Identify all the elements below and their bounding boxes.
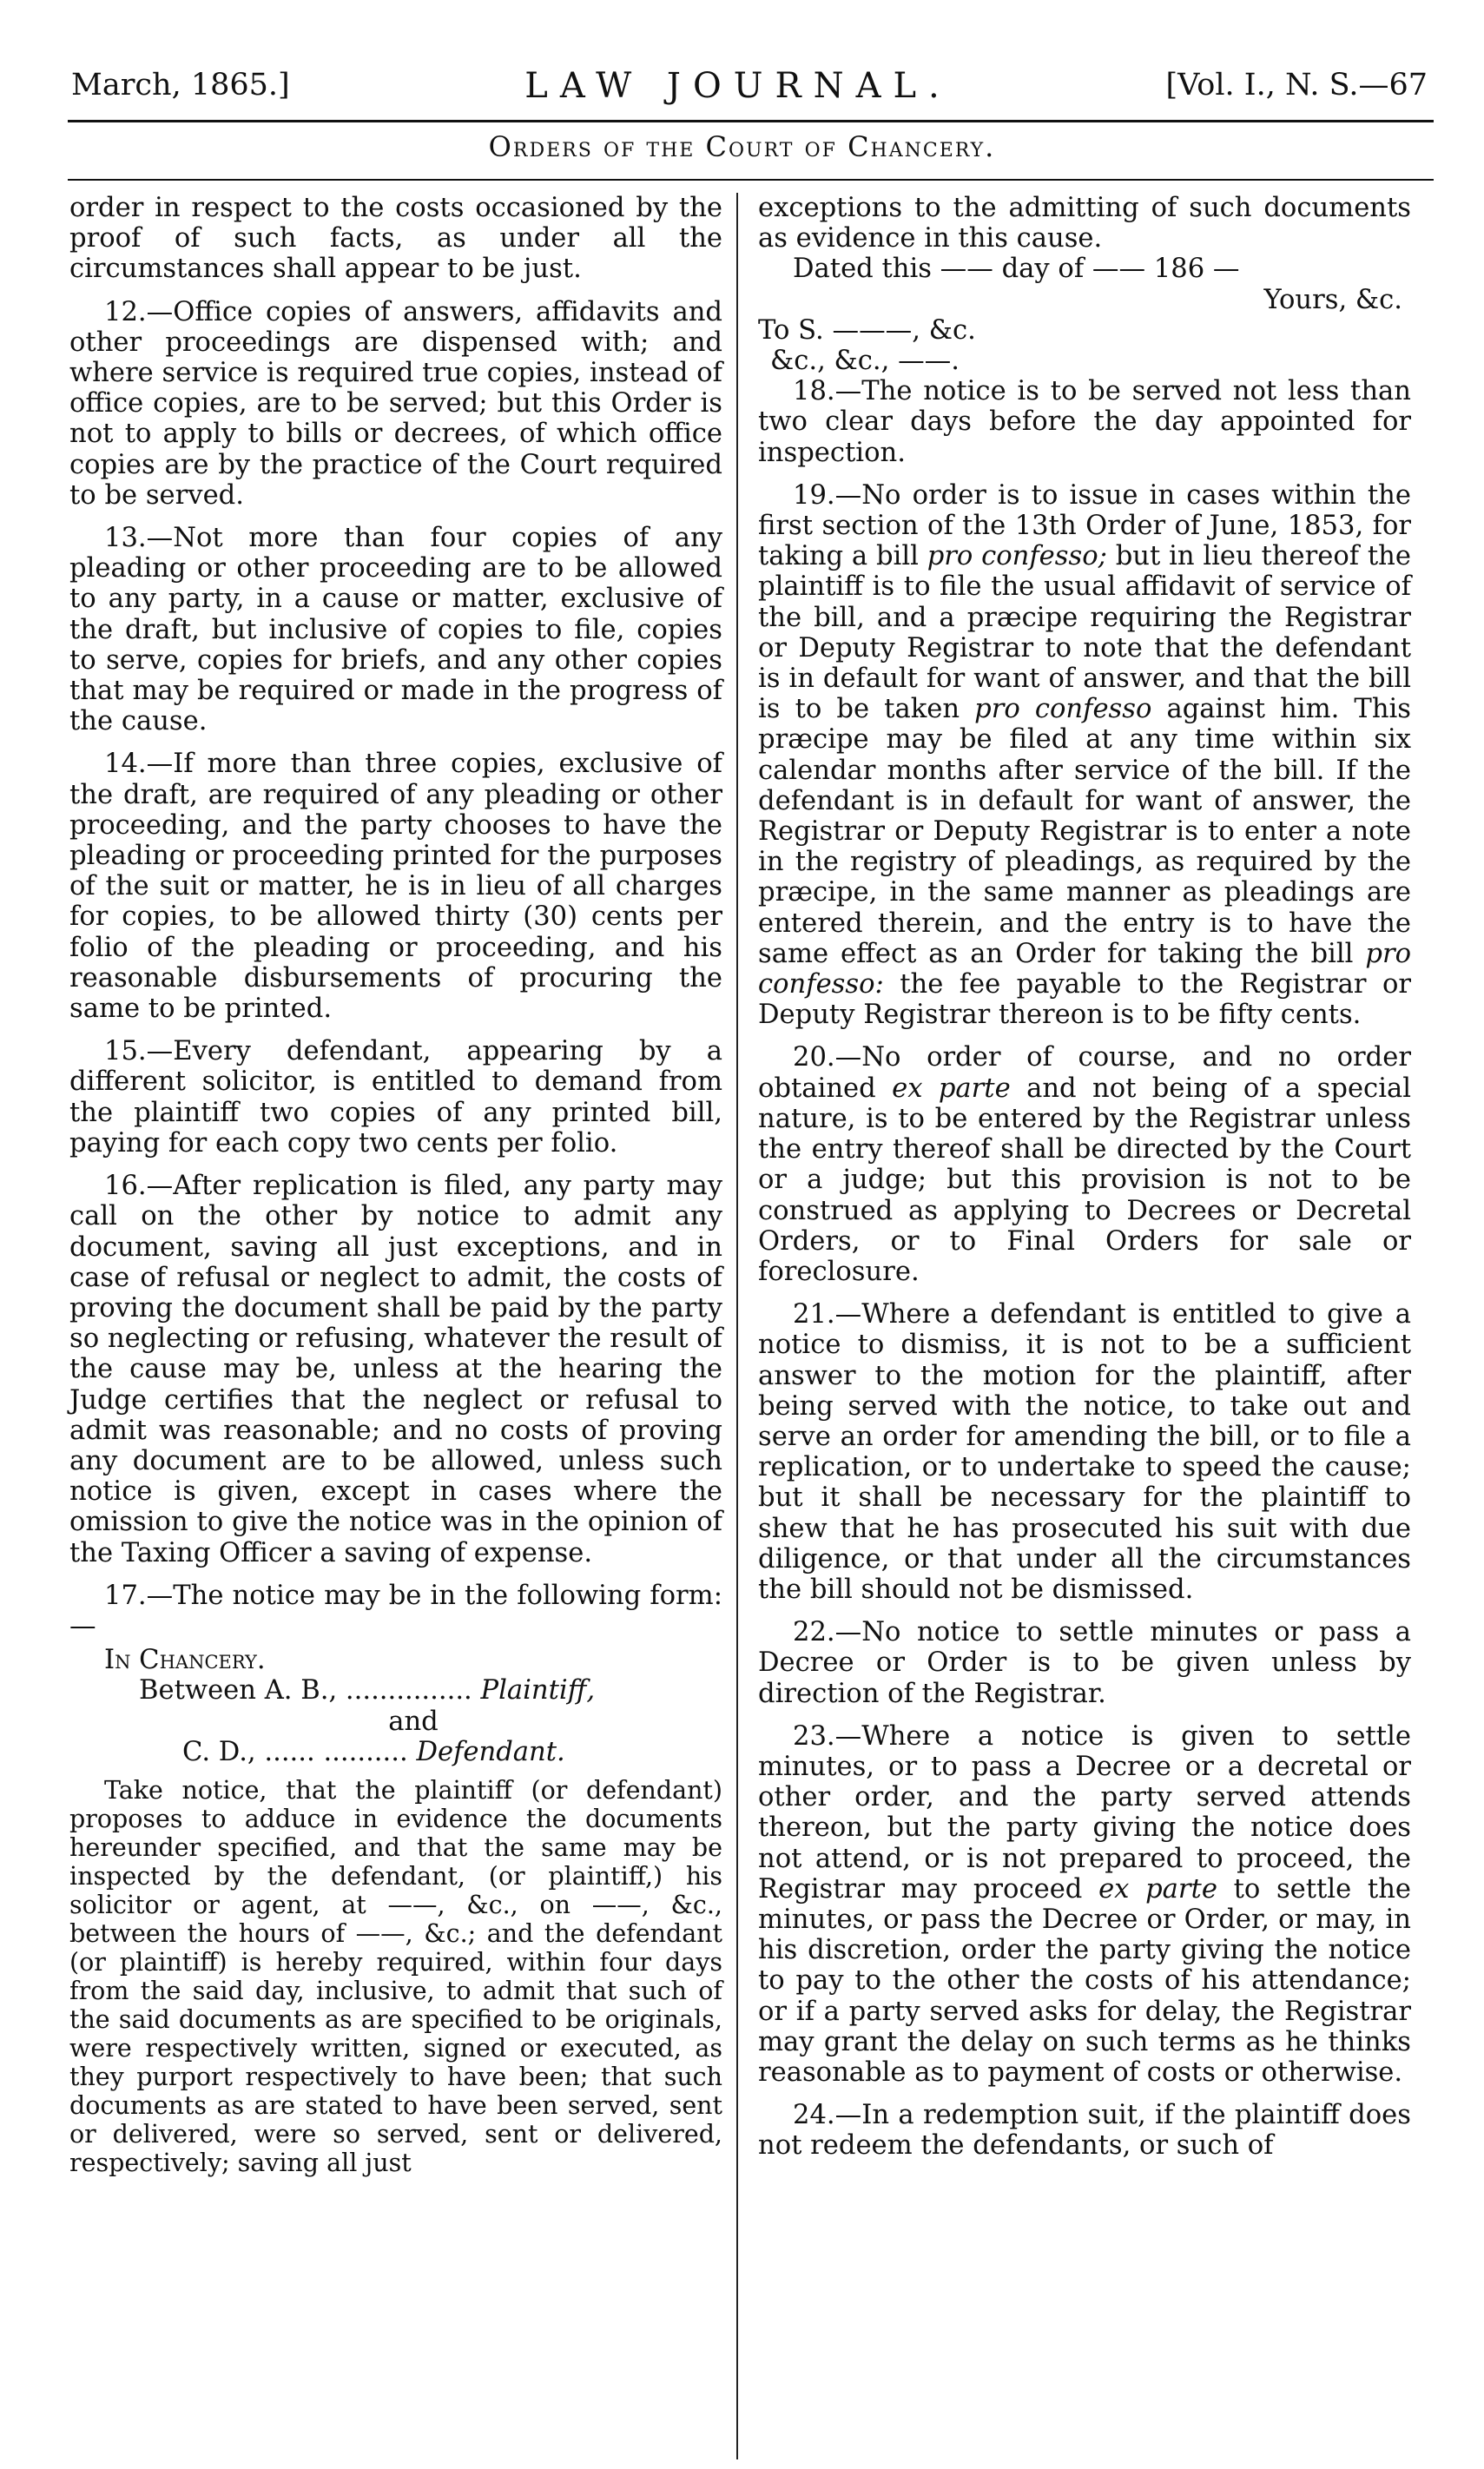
form-court: In Chancery. — [104, 1645, 266, 1676]
p19-italic-1: pro confesso; — [927, 541, 1107, 572]
form-cd-text: C. D., ...... .......... — [182, 1736, 417, 1767]
header-rule — [68, 120, 1434, 122]
form-addressee: To S. ———, &c. — [758, 314, 976, 346]
p19-text-c: against him. This præcipe may be filed at any time within six calendar months after service of the bill. If the defendant is in default for want of answer, the Registrar or Deputy Registrar is to enter a note in the registry of pleadings, as required by the præcipe, in the same manner as pleadings are entered therein, and the entry is to have the same effect as an Order for taking the bill — [758, 694, 1412, 969]
p23-italic: ex parte — [1098, 1873, 1217, 1905]
running-header — [43, 61, 1433, 122]
column-divider — [736, 193, 738, 2459]
right-column — [758, 193, 1411, 2174]
paragraph-continued: order in respect to the costs occasioned by the proof of such facts, as under all the circumstances shall appear to be just. — [69, 193, 722, 285]
form-plaintiff: Plaintiff, — [480, 1675, 596, 1707]
p20-text-b: and not being of a special nature, is to be entered by the Registrar unless the entry thereof shall be directed by the Court or a judge; but this provision is not to be construed as applying to Decrees or Decretal Orders, or to Final Orders for sale or foreclosure. — [758, 1073, 1411, 1287]
left-column — [69, 193, 722, 2189]
paragraph-24: 24.—In a redemption suit, if the plaintiff does not redeem the defendants, or such of — [758, 2100, 1411, 2162]
p23-text-a: 23.—Where a notice is given to settle minutes, or to pass a Decree or a decretal or other order, and the party served attends thereon, but the party giving the notice does not attend, or is not prepared to proceed, the Registrar may proceed — [758, 1720, 1411, 1905]
form-cd — [69, 1737, 722, 1767]
p19-italic-2: pro confesso — [974, 694, 1152, 725]
form-continued: exceptions to the admitting of such documents as evidence in this cause. — [758, 193, 1411, 254]
p19-italic-3: pro confesso: — [758, 938, 1411, 1000]
paragraph-17: 17.—The notice may be in the following form:— — [69, 1580, 722, 1641]
form-dated: Dated this —— day of —— 186 — — [793, 254, 1240, 285]
paragraph-15: 15.—Every defendant, appearing by a different solicitor, is entitled to demand from the plaintiff two copies of any printed bill, paying for each copy two cents per folio. — [69, 1036, 722, 1159]
header-volume: [Vol. I., N. S.—67 — [1165, 68, 1428, 102]
paragraph-16: 16.—After replication is filed, any party may call on the other by notice to admit any document, saving all just exceptions, and in case of refusal or neglect to admit, the costs of proving the document shall be paid by the party so neglecting or refusing, whatever the result of the cause may be, unless at the hearing the Judge certifies that the neglect or refusal to admit was reasonable; and no costs of proving any document are to be allowed, unless such notice is given, except in cases where the omission to give the notice was in the opinion of the Taxing Officer a saving of expense. — [69, 1171, 722, 1568]
p19-text-b: but in lieu thereof the plaintiff is to file the usual affidavit of service of the bill, and a præcipe requiring the Registrar or Deputy Registrar to note that the defendant is in default for want of answer, and that the bill is to be taken — [758, 541, 1411, 725]
p20-text-a: 20.—No order of course, and no order obtained — [758, 1042, 1411, 1104]
form-addressee-etc: &c., &c., ——. — [770, 346, 960, 377]
header-date: March, 1865.] — [71, 68, 290, 102]
paragraph-19 — [758, 480, 1411, 1031]
p20-italic: ex parte — [892, 1073, 1011, 1104]
section-title: Orders of the Court of Chancery. — [488, 130, 996, 163]
form-body: Take notice, that the plaintiff (or defendant) proposes to adduce in evidence the documents hereunder specified, and that the same may be inspected by the defendant, (or plaintiff,) his solicitor or agent, at ——, &c., on ——, &c., between the hours of ——, &c.; and the defendant (or plaintiff) is hereby required, within four days from the said day, inclusive, to admit that such of the said documents as are specified to be originals, were respectively written, signed or executed, as they purport respectively to have been; that such documents as are stated to have been served, sent or delivered, were so served, sent or delivered, respectively; saving all just — [69, 1775, 722, 2177]
section-rule — [68, 179, 1434, 181]
form-yours: Yours, &c. — [1263, 284, 1402, 315]
paragraph-14: 14.—If more than three copies, exclusive of the draft, are required of any pleading or other proceeding, and the party chooses to have the pleading or proceeding printed for the purposes of the suit or matter, he is in lieu of all charges for copies, to be allowed thirty (30) cents per folio of the pleading or proceeding, and his reasonable disbursements of procuring the same to be printed. — [69, 749, 722, 1025]
paragraph-18: 18.—The notice is to be served not less than two clear days before the day appointed for inspection. — [758, 376, 1411, 468]
form-defendant: Defendant. — [416, 1736, 565, 1767]
form-between-text: Between A. B., ............... — [139, 1675, 481, 1707]
p19-text-a: 19.—No order is to issue in cases within the first section of the 13th Order of June, 1853, for taking a bill — [758, 479, 1411, 572]
paragraph-23 — [758, 1721, 1411, 2088]
p23-text-b: to settle the minutes, or pass the Decree or Order, or may, in his discretion, order the party giving the notice to pay to the other the costs of his attendance; or if a party served asks for delay, the Registrar may grant the delay on such terms as he thinks reasonable as to payment of costs or otherwise. — [758, 1873, 1412, 2088]
paragraph-22: 22.—No notice to settle minutes or pass a Decree or Order is to be given unless by direction of the Registrar. — [758, 1617, 1411, 1709]
paragraph-20 — [758, 1042, 1411, 1287]
header-journal-title: LAW JOURNAL. — [524, 66, 952, 106]
form-between — [69, 1675, 722, 1706]
form-and: and — [388, 1706, 439, 1737]
paragraph-21: 21.—Where a defendant is entitled to give a notice to dismiss, it is not to be a sufficient answer to the motion for the plaintiff, after being served with the notice, to take out and serve an order for amending the bill, or to file a replication, or to undertake to speed the cause; but it shall be necessary for the plaintiff to shew that he has prosecuted his suit with due diligence, or that under all the circumstances the bill should not be dismissed. — [758, 1299, 1411, 1605]
paragraph-12: 12.—Office copies of answers, affidavits and other proceedings are dispensed with; and where service is required true copies, instead of office copies, are to be served; but this Order is not to apply to bills or decrees, of which office copies are by the practice of the Court required to be served. — [69, 296, 722, 511]
paragraph-13: 13.—Not more than four copies of any pleading or other proceeding are to be allowed to any party, in a cause or matter, exclusive of the draft, but inclusive of copies to file, copies to serve, copies for briefs, and any other copies that may be required or made in the progress of the cause. — [69, 523, 722, 737]
p19-text-d: the fee payable to the Registrar or Deputy Registrar thereon is to be fifty cents. — [758, 969, 1411, 1031]
